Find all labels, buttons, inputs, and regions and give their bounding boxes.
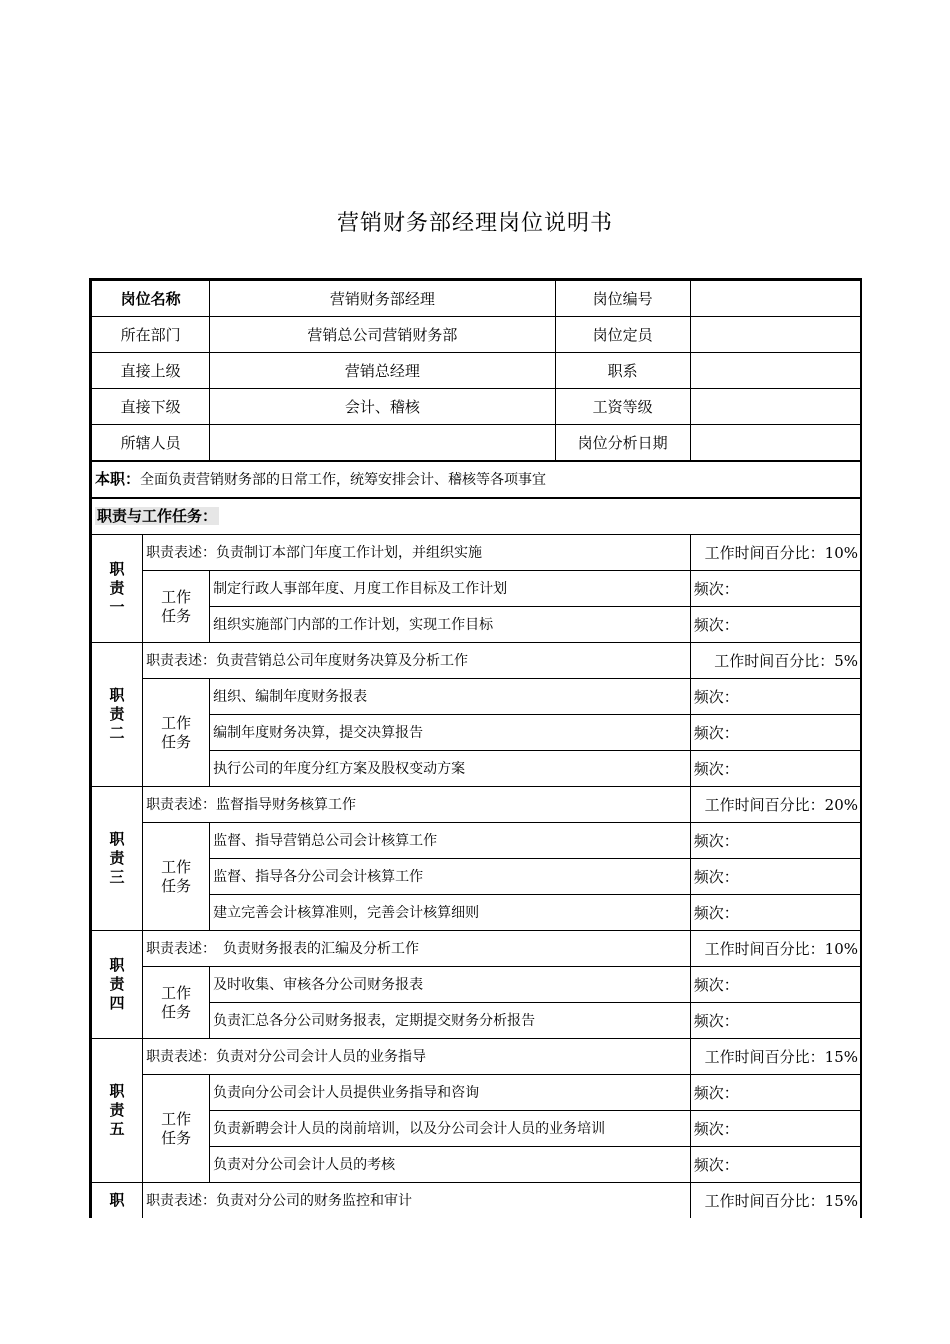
department-label: 所在部门 (92, 317, 210, 353)
salary-grade-value (690, 389, 861, 425)
task-text: 编制年度财务决算，提交决算报告 (210, 715, 691, 751)
task-frequency: 频次： (690, 895, 861, 931)
duty-label-char: 二 (109, 724, 125, 742)
task-text: 组织实施部门内部的工作计划，实现工作目标 (210, 607, 691, 643)
task-frequency: 频次： (690, 571, 861, 607)
duty-label-char: 职 (109, 1082, 125, 1100)
duty-desc-row (92, 535, 862, 571)
duty-description: 职责表述：负责对分公司会计人员的业务指导 (143, 1039, 691, 1075)
work-task-label-part: 工作 (161, 983, 192, 1002)
task-frequency: 频次： (690, 607, 861, 643)
work-task-label (143, 1075, 210, 1183)
duty-desc-row (92, 787, 862, 823)
duty-description: 职责表述：负责对分公司的财务监控和审计 (143, 1183, 691, 1219)
info-row-subordinate (92, 389, 862, 425)
work-task-label-part: 工作 (161, 1109, 192, 1128)
duty-label-char: 职 (109, 830, 125, 848)
duty-desc-row (92, 1039, 862, 1075)
duty-task-row (92, 823, 862, 859)
work-task-label (143, 679, 210, 787)
department-value: 营销总公司营销财务部 (210, 317, 555, 353)
duties-header-row (92, 498, 862, 535)
task-text: 负责向分公司会计人员提供业务指导和咨询 (210, 1075, 691, 1111)
duty-time-percentage: 工作时间百分比：15% (690, 1039, 861, 1075)
info-row-superior (92, 353, 862, 389)
duties-header: 职责与工作任务： (97, 507, 218, 525)
duty-task-row (92, 679, 862, 715)
duties-header-cell (92, 498, 862, 535)
work-task-label-part: 任务 (161, 606, 192, 625)
analysis-date-value (690, 425, 861, 462)
task-text: 负责对分公司会计人员的考核 (210, 1147, 691, 1183)
work-task-label-part: 任务 (161, 876, 192, 895)
analysis-date-label: 岗位分析日期 (555, 425, 690, 462)
work-task-label (143, 571, 210, 643)
task-frequency: 频次： (690, 823, 861, 859)
duty-desc-row (92, 931, 862, 967)
salary-grade-label: 工资等级 (555, 389, 690, 425)
task-text: 执行公司的年度分红方案及股权变动方案 (210, 751, 691, 787)
duty-label-char: 责 (109, 1101, 125, 1119)
duty-time-percentage: 工作时间百分比：10% (690, 535, 861, 571)
position-code-value (690, 281, 861, 317)
subordinate-value: 会计、稽核 (210, 389, 555, 425)
core-duty-text: 全面负责营销财务部的日常工作，统筹安排会计、稽核等各项事宜 (140, 472, 547, 488)
task-text: 及时收集、审核各分公司财务报表 (210, 967, 691, 1003)
task-frequency: 频次： (690, 859, 861, 895)
task-frequency: 频次： (690, 1111, 861, 1147)
duty-description: 职责表述： 负责财务报表的汇编及分析工作 (143, 931, 691, 967)
duty-time-percentage: 工作时间百分比：20% (690, 787, 861, 823)
duty-desc-row (92, 1183, 862, 1219)
work-task-label-part: 任务 (161, 732, 192, 751)
duty-label (92, 931, 143, 1039)
work-task-label (143, 967, 210, 1039)
task-frequency: 频次： (690, 715, 861, 751)
job-description-table (89, 278, 862, 1218)
task-text: 监督、指导各分公司会计核算工作 (210, 859, 691, 895)
duty-label-char: 职 (109, 1191, 125, 1209)
duty-label-char: 责 (109, 705, 125, 723)
duty-label-char: 五 (109, 1120, 125, 1138)
duty-label (92, 1183, 143, 1219)
duty-label-char: 职 (109, 560, 125, 578)
duty-label-char: 一 (109, 598, 125, 616)
duty-label-char: 三 (109, 868, 125, 886)
task-frequency: 频次： (690, 679, 861, 715)
duty-label (92, 787, 143, 931)
series-value (690, 353, 861, 389)
core-duty-label: 本职： (95, 470, 141, 488)
duty-desc-row (92, 643, 862, 679)
duty-label-char: 四 (109, 994, 125, 1012)
duty-label-char: 职 (109, 956, 125, 974)
duty-time-percentage: 工作时间百分比：10% (690, 931, 861, 967)
duty-label-char: 责 (109, 849, 125, 867)
task-frequency: 频次： (690, 751, 861, 787)
duty-time-percentage: 工作时间百分比：5% (690, 643, 861, 679)
duty-task-row (92, 1075, 862, 1111)
task-text: 组织、编制年度财务报表 (210, 679, 691, 715)
duty-label-char: 责 (109, 579, 125, 597)
work-task-label-part: 工作 (161, 587, 192, 606)
duty-label (92, 535, 143, 643)
task-text: 制定行政人事部年度、月度工作目标及工作计划 (210, 571, 691, 607)
headcount-value (690, 317, 861, 353)
task-frequency: 频次： (690, 1075, 861, 1111)
work-task-label-part: 工作 (161, 713, 192, 732)
headcount-label: 岗位定员 (555, 317, 690, 353)
position-name-value: 营销财务部经理 (210, 281, 555, 317)
series-label: 职系 (555, 353, 690, 389)
superior-value: 营销总经理 (210, 353, 555, 389)
work-task-label-part: 任务 (161, 1002, 192, 1021)
governed-label: 所辖人员 (92, 425, 210, 462)
work-task-label-part: 任务 (161, 1128, 192, 1147)
work-task-label (143, 823, 210, 931)
task-text: 监督、指导营销总公司会计核算工作 (210, 823, 691, 859)
position-code-label: 岗位编号 (555, 281, 690, 317)
duty-time-percentage: 工作时间百分比：15% (690, 1183, 861, 1219)
task-frequency: 频次： (690, 1147, 861, 1183)
duty-description: 职责表述：监督指导财务核算工作 (143, 787, 691, 823)
task-text: 负责新聘会计人员的岗前培训，以及分公司会计人员的业务培训 (210, 1111, 691, 1147)
document-title: 营销财务部经理岗位说明书 (336, 211, 613, 236)
governed-value (210, 425, 555, 462)
core-duty-cell (92, 461, 862, 498)
info-row-position (92, 281, 862, 317)
duty-task-row (92, 967, 862, 1003)
info-row-department (92, 317, 862, 353)
duty-description: 职责表述：负责制订本部门年度工作计划，并组织实施 (143, 535, 691, 571)
task-text: 负责汇总各分公司财务报表，定期提交财务分析报告 (210, 1003, 691, 1039)
task-frequency: 频次： (690, 967, 861, 1003)
core-duty-row (92, 461, 862, 498)
duty-label-char: 责 (109, 975, 125, 993)
work-task-label-part: 工作 (161, 857, 192, 876)
subordinate-label: 直接下级 (92, 389, 210, 425)
duty-label-char: 职 (109, 686, 125, 704)
duty-task-row (92, 571, 862, 607)
duty-description: 职责表述：负责营销总公司年度财务决算及分析工作 (143, 643, 691, 679)
task-frequency: 频次： (690, 1003, 861, 1039)
position-name-label: 岗位名称 (92, 281, 210, 317)
info-row-governed (92, 425, 862, 462)
duty-label (92, 643, 143, 787)
task-text: 建立完善会计核算准则，完善会计核算细则 (210, 895, 691, 931)
duty-label (92, 1039, 143, 1183)
superior-label: 直接上级 (92, 353, 210, 389)
